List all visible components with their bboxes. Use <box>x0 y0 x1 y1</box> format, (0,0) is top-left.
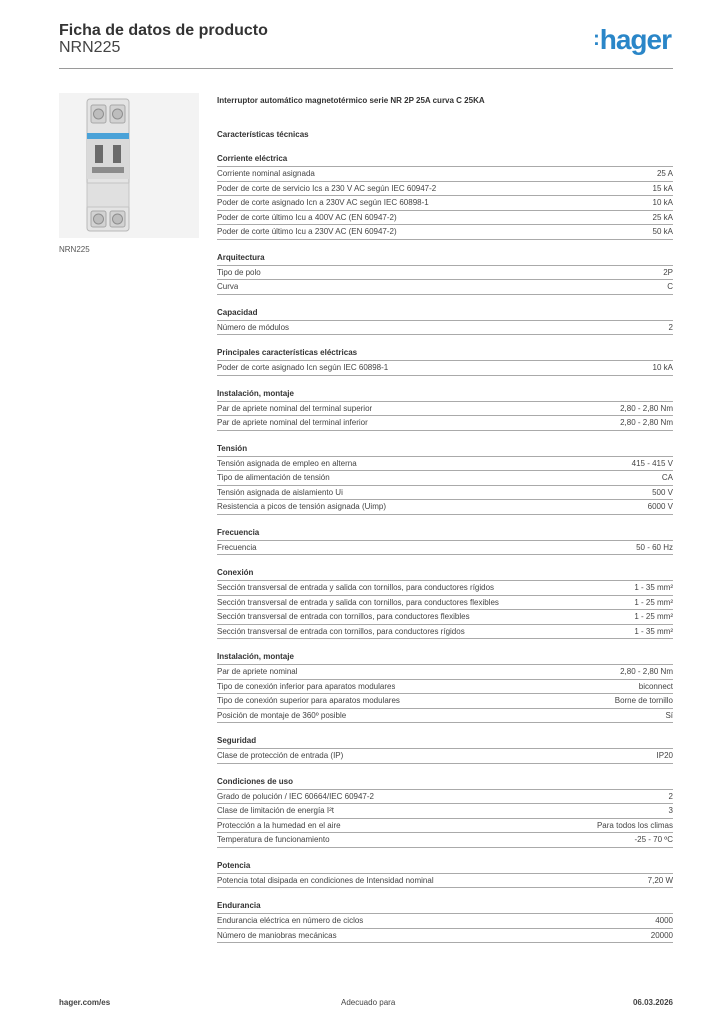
spec-row <box>217 415 673 431</box>
spec-label: Tipo de conexión superior para aparatos modulares <box>217 696 400 705</box>
product-reference: NRN225 <box>59 39 121 56</box>
spec-value: 2 <box>668 791 673 801</box>
section-title: Instalación, montaje <box>217 388 294 398</box>
spec-section <box>217 152 673 240</box>
spec-label: Frecuencia <box>217 542 257 552</box>
spec-value: 50 kA <box>652 227 673 236</box>
spec-value: 2,80 - 2,80 Nm <box>620 418 673 427</box>
spec-value: 3 <box>668 806 673 815</box>
spec-row <box>217 499 673 515</box>
spec-row <box>217 166 673 181</box>
section-title: Frecuencia <box>217 527 260 537</box>
spec-value: C <box>667 282 673 291</box>
page-title: Ficha de datos de producto <box>59 22 268 39</box>
spec-row <box>217 360 673 376</box>
spec-row <box>217 913 673 928</box>
spec-label: Temperatura de funcionamiento <box>217 835 330 844</box>
section-title: Endurancia <box>217 901 261 910</box>
spec-row <box>217 279 673 295</box>
hager-logo <box>593 24 671 55</box>
section-title: Conexión <box>217 568 254 577</box>
spec-row <box>217 873 673 889</box>
spec-label: Tensión asignada de aislamiento Ui <box>217 487 343 497</box>
logo-text: hager <box>599 24 671 55</box>
spec-value: 15 kA <box>652 183 673 193</box>
spec-row <box>217 580 673 595</box>
spec-value: 10 kA <box>652 363 673 372</box>
spec-row <box>217 195 673 210</box>
spec-label: Curva <box>217 282 239 291</box>
product-content <box>217 95 673 954</box>
spec-value: 2P <box>663 267 673 277</box>
spec-value: 1 - 25 mm² <box>634 612 673 621</box>
spec-section <box>217 306 673 336</box>
spec-row <box>217 224 673 240</box>
spec-value: 20000 <box>650 930 673 940</box>
spec-label: Corriente nominal asignada <box>217 169 315 178</box>
spec-label: Endurancia eléctrica en número de ciclos <box>217 916 364 925</box>
spec-row <box>217 664 673 679</box>
spec-label: Potencia total disipada en condiciones de Intensidad nominal <box>217 875 434 885</box>
spec-row <box>217 320 673 336</box>
spec-row <box>217 679 673 694</box>
spec-row <box>217 928 673 944</box>
spec-row <box>217 748 673 764</box>
spec-label: Poder de corte último Icu a 230V AC (EN 60947-2) <box>217 227 397 236</box>
spec-row <box>217 210 673 225</box>
spec-value: biconnect <box>638 681 673 691</box>
spec-section <box>217 251 673 295</box>
spec-value: Para todos los climas <box>596 820 673 830</box>
spec-label: Sección transversal de entrada y salida con tornillos, para conductores flexibles <box>217 597 499 607</box>
spec-row <box>217 624 673 640</box>
spec-value: 25 kA <box>652 212 673 222</box>
spec-value: 500 V <box>652 487 673 497</box>
spec-row <box>217 540 673 556</box>
section-title: Capacidad <box>217 307 258 317</box>
spec-row <box>217 803 673 818</box>
spec-row <box>217 456 673 471</box>
spec-row <box>217 832 673 848</box>
spec-label: Grado de polución / IEC 60664/IEC 60947-2 <box>217 791 374 801</box>
spec-label: Clase de protección de entrada (IP) <box>217 751 344 760</box>
spec-value: 4000 <box>655 916 673 925</box>
image-caption: NRN225 <box>59 245 90 254</box>
spec-label: Poder de corte asignado Icn según IEC 60898-1 <box>217 363 389 372</box>
circuit-breaker-icon <box>59 93 199 238</box>
spec-value: 6000 V <box>647 502 673 511</box>
section-title: Arquitectura <box>217 252 265 262</box>
footer-suitable-for: Adecuado para <box>341 998 396 1007</box>
section-title: Seguridad <box>217 736 257 745</box>
spec-label: Tensión asignada de empleo en alterna <box>217 458 357 468</box>
spec-label: Par de apriete nominal <box>217 667 298 676</box>
product-description: Interruptor automático magnetotérmico serie NR 2P 25A curva C 25KA <box>217 96 485 105</box>
spec-label: Tipo de alimentación de tensión <box>217 473 330 482</box>
spec-label: Protección a la humedad en el aire <box>217 820 341 830</box>
spec-label: Sección transversal de entrada con tornillos, para conductores flexibles <box>217 612 470 621</box>
product-image <box>59 93 199 238</box>
section-title: Corriente eléctrica <box>217 154 288 163</box>
spec-section <box>217 650 673 723</box>
page-footer <box>59 998 673 1012</box>
spec-row <box>217 818 673 833</box>
spec-value: IP20 <box>656 751 673 760</box>
spec-row <box>217 265 673 280</box>
spec-value: 50 - 60 Hz <box>636 542 673 552</box>
spec-value: -25 - 70 ºC <box>634 835 673 844</box>
spec-value: CA <box>661 473 673 482</box>
spec-label: Tipo de conexión inferior para aparatos modulares <box>217 681 396 691</box>
spec-row <box>217 789 673 804</box>
section-title: Instalación, montaje <box>217 652 294 661</box>
spec-row <box>217 181 673 196</box>
spec-section <box>217 346 673 376</box>
technical-characteristics-heading: Características técnicas <box>217 130 309 139</box>
spec-label: Posición de montaje de 360º posible <box>217 710 347 720</box>
spec-row <box>217 485 673 500</box>
section-title: Principales características eléctricas <box>217 348 358 357</box>
spec-row <box>217 609 673 624</box>
spec-value: 415 - 415 V <box>631 458 673 468</box>
spec-section <box>217 899 673 943</box>
spec-row <box>217 470 673 485</box>
spec-value: 1 - 35 mm² <box>634 583 673 592</box>
spec-label: Par de apriete nominal del terminal superior <box>217 403 373 413</box>
spec-value: 2,80 - 2,80 Nm <box>620 403 673 413</box>
spec-value: 2 <box>668 322 673 332</box>
spec-label: Par de apriete nominal del terminal inferior <box>217 418 368 427</box>
spec-row <box>217 401 673 416</box>
spec-row <box>217 595 673 610</box>
spec-label: Número de módulos <box>217 322 290 332</box>
spec-value: Borne de tornillo <box>614 696 673 705</box>
spec-row <box>217 708 673 724</box>
spec-value: Sí <box>665 710 673 720</box>
section-title: Potencia <box>217 860 251 870</box>
section-title: Tensión <box>217 443 248 453</box>
spec-value: 25 A <box>656 169 673 178</box>
spec-value: 1 - 35 mm² <box>634 626 673 636</box>
page-header <box>59 22 673 69</box>
footer-website-link[interactable]: hager.com/es <box>59 998 111 1007</box>
spec-label: Sección transversal de entrada y salida con tornillos, para conductores rígidos <box>217 583 495 592</box>
footer-date: 06.03.2026 <box>632 998 673 1007</box>
spec-section <box>217 734 673 764</box>
spec-label: Número de maniobras mecánicas <box>217 930 337 940</box>
spec-label: Poder de corte último Icu a 400V AC (EN 60947-2) <box>217 212 397 222</box>
spec-section <box>217 387 673 431</box>
spec-section <box>217 442 673 515</box>
spec-label: Poder de corte de servicio Ics a 230 V AC según IEC 60947-2 <box>217 183 437 193</box>
spec-value: 7,20 W <box>647 875 673 885</box>
specification-sections <box>217 152 673 943</box>
spec-section <box>217 775 673 848</box>
spec-section <box>217 859 673 889</box>
spec-section <box>217 566 673 639</box>
section-title: Condiciones de uso <box>217 776 294 786</box>
spec-value: 10 kA <box>652 198 673 207</box>
spec-label: Poder de corte asignado Icn a 230V AC según IEC 60898-1 <box>217 198 429 207</box>
spec-section <box>217 526 673 556</box>
logo-dot-icon: : <box>593 28 599 50</box>
spec-value: 1 - 25 mm² <box>634 597 673 607</box>
spec-label: Tipo de polo <box>217 267 261 277</box>
spec-row <box>217 693 673 708</box>
spec-value: 2,80 - 2,80 Nm <box>620 667 673 676</box>
spec-label: Resistencia a picos de tensión asignada (Uimp) <box>217 502 386 511</box>
spec-label: Sección transversal de entrada con tornillos, para conductores rígidos <box>217 626 465 636</box>
spec-label: Clase de limitación de energía I²t <box>217 806 334 815</box>
